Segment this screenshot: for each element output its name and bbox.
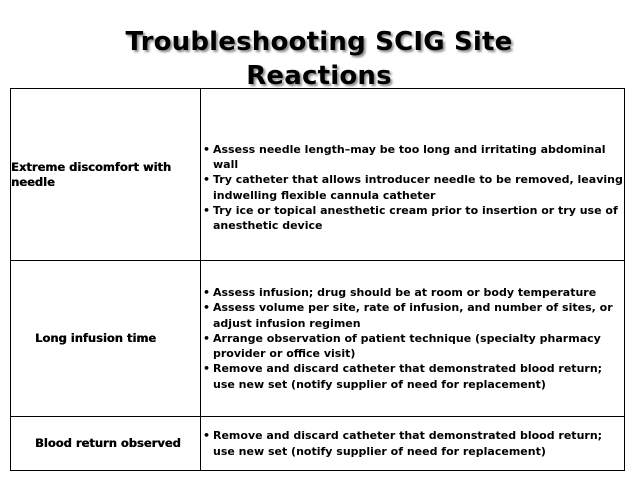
bullet-icon: • bbox=[203, 142, 211, 156]
action-item bbox=[201, 142, 624, 172]
table-row bbox=[11, 89, 625, 261]
action-text: Assess needle length–may be too long and irritating abdominal wall bbox=[213, 142, 606, 172]
action-text: Assess volume per site, rate of infusion, and number of sites, or adjust infusion regimen bbox=[213, 301, 613, 330]
action-text: Remove and discard catheter that demonstrated blood return; use new set (notify supplier of need for replacement) bbox=[213, 429, 603, 458]
action-text: Try catheter that allows introducer needle to be removed, leaving indwelling flexible cannula catheter bbox=[213, 173, 623, 202]
action-item bbox=[201, 361, 624, 391]
action-text: Assess infusion; drug should be at room or body temperature bbox=[213, 286, 597, 300]
slide-title-line-1: Troubleshooting SCIG Site bbox=[125, 27, 513, 58]
action-list bbox=[201, 142, 624, 233]
slide-title-line-2: Reactions bbox=[246, 61, 392, 92]
slide-title bbox=[0, 25, 638, 93]
bullet-icon: • bbox=[203, 362, 211, 376]
actions-cell bbox=[201, 261, 625, 417]
action-item bbox=[201, 300, 624, 330]
actions-cell bbox=[201, 417, 625, 471]
table-row bbox=[11, 261, 625, 417]
action-text: Remove and discard catheter that demonstrated blood return; use new set (notify supplier of need for replacement) bbox=[213, 362, 603, 391]
problem-cell: Blood return observed bbox=[11, 417, 201, 471]
action-text: Arrange observation of patient technique (specialty pharmacy provider or office visit) bbox=[213, 331, 601, 361]
bullet-icon: • bbox=[203, 286, 211, 300]
action-list bbox=[201, 285, 624, 391]
bullet-icon: • bbox=[203, 203, 211, 217]
action-list bbox=[201, 428, 624, 458]
action-item bbox=[201, 285, 624, 300]
bullet-icon: • bbox=[203, 173, 211, 187]
action-item bbox=[201, 331, 624, 361]
problem-cell: Long infusion time bbox=[11, 261, 201, 417]
action-item bbox=[201, 428, 624, 458]
action-item bbox=[201, 203, 624, 233]
bullet-icon: • bbox=[203, 331, 211, 345]
troubleshooting-table bbox=[10, 88, 625, 471]
table-row bbox=[11, 417, 625, 471]
action-item bbox=[201, 172, 624, 202]
bullet-icon: • bbox=[203, 301, 211, 315]
actions-cell bbox=[201, 89, 625, 261]
action-text: Try ice or topical anesthetic cream prior to insertion or try use of anesthetic device bbox=[213, 203, 618, 232]
problem-cell: Extreme discomfort with needle bbox=[11, 89, 201, 261]
bullet-icon: • bbox=[203, 429, 211, 443]
